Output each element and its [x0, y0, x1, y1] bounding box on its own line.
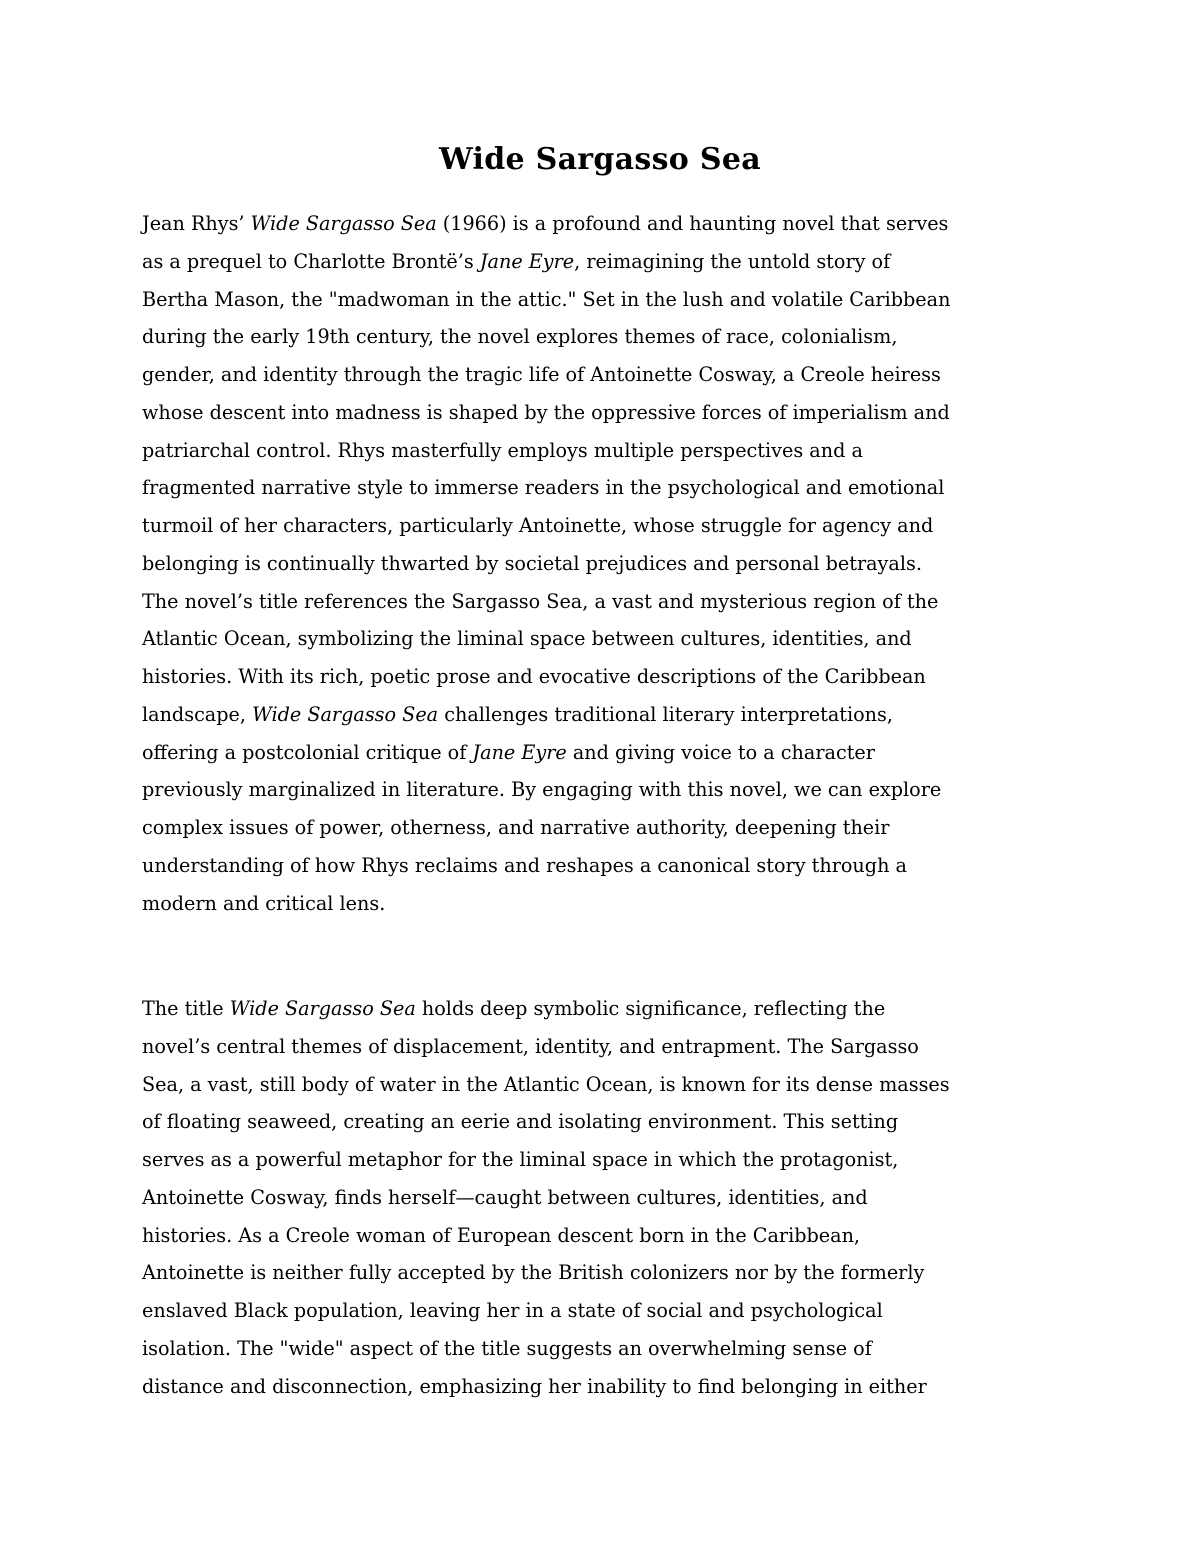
text-line: Antoinette is neither fully accepted by the British colonizers nor by the formerly	[142, 1261, 925, 1285]
text-line: landscape, Wide Sargasso Sea challenges traditional literary interpretations,	[142, 702, 893, 726]
book-title-italic: Jane Eyre	[472, 740, 567, 764]
text-line: turmoil of her characters, particularly Antoinette, whose struggle for agency and	[142, 514, 934, 537]
text-line: of floating seaweed, creating an eerie and isolating environment. This setting	[142, 1110, 899, 1134]
text-line: Atlantic Ocean, symbolizing the liminal space between cultures, identities, and	[142, 627, 912, 651]
paragraph-intro	[142, 205, 1072, 922]
text-line: Antoinette Cosway, finds herself—caught between cultures, identities, and	[142, 1185, 868, 1209]
document-title: Wide Sargasso Sea	[439, 142, 761, 177]
text-line: gender, and identity through the tragic life of Antoinette Cosway, a Creole heiress	[142, 363, 941, 386]
text-line: offering a postcolonial critique of Jane Eyre and giving voice to a character	[142, 740, 875, 764]
text-line: fragmented narrative style to immerse readers in the psychological and emotional	[142, 476, 945, 500]
text-line: novel’s central themes of displacement, identity, and entrapment. The Sargasso	[142, 1034, 919, 1058]
text-line: histories. As a Creole woman of European descent born in the Caribbean,	[142, 1223, 861, 1247]
text-line: complex issues of power, otherness, and narrative authority, deepening their	[142, 816, 890, 839]
text-line: serves as a powerful metaphor for the liminal space in which the protagonist,	[142, 1148, 899, 1171]
text-line: modern and critical lens.	[142, 891, 386, 915]
text-line: The title Wide Sargasso Sea holds deep symbolic significance, reflecting the	[142, 997, 886, 1020]
text-line: Bertha Mason, the "madwoman in the attic." Set in the lush and volatile Caribbean	[142, 287, 951, 311]
text-line: belonging is continually thwarted by societal prejudices and personal betrayals.	[142, 551, 922, 575]
text-line: enslaved Black population, leaving her in a state of social and psychological	[142, 1299, 883, 1322]
book-title-italic: Wide Sargasso Sea	[252, 702, 439, 726]
book-title-italic: Jane Eyre	[479, 249, 575, 273]
text-line: during the early 19th century, the novel explores themes of race, colonialism,	[142, 325, 898, 349]
text-line: previously marginalized in literature. By engaging with this novel, we can explore	[142, 778, 942, 802]
text-line: isolation. The "wide" aspect of the title suggests an overwhelming sense of	[142, 1336, 872, 1360]
book-title-italic: Wide Sargasso Sea	[229, 997, 416, 1020]
text-line: understanding of how Rhys reclaims and reshapes a canonical story through a	[142, 853, 907, 877]
text-line: The novel’s title references the Sargasso Sea, a vast and mysterious region of the	[142, 589, 939, 613]
text-line: distance and disconnection, emphasizing her inability to find belonging in either	[142, 1374, 927, 1398]
text-line: as a prequel to Charlotte Brontë’s Jane Eyre, reimagining the untold story of	[142, 249, 891, 273]
text-line: Jean Rhys’ Wide Sargasso Sea (1966) is a profound and haunting novel that serves	[142, 212, 949, 235]
paragraph-title-significance	[142, 990, 1072, 1405]
text-line: patriarchal control. Rhys masterfully employs multiple perspectives and a	[142, 438, 863, 462]
text-line: whose descent into madness is shaped by the oppressive forces of imperialism and	[142, 400, 950, 424]
book-title-italic: Wide Sargasso Sea	[250, 212, 437, 235]
text-line: Sea, a vast, still body of water in the Atlantic Ocean, is known for its dense masses	[142, 1072, 950, 1096]
text-line: histories. With its rich, poetic prose and evocative descriptions of the Caribbean	[142, 665, 926, 688]
